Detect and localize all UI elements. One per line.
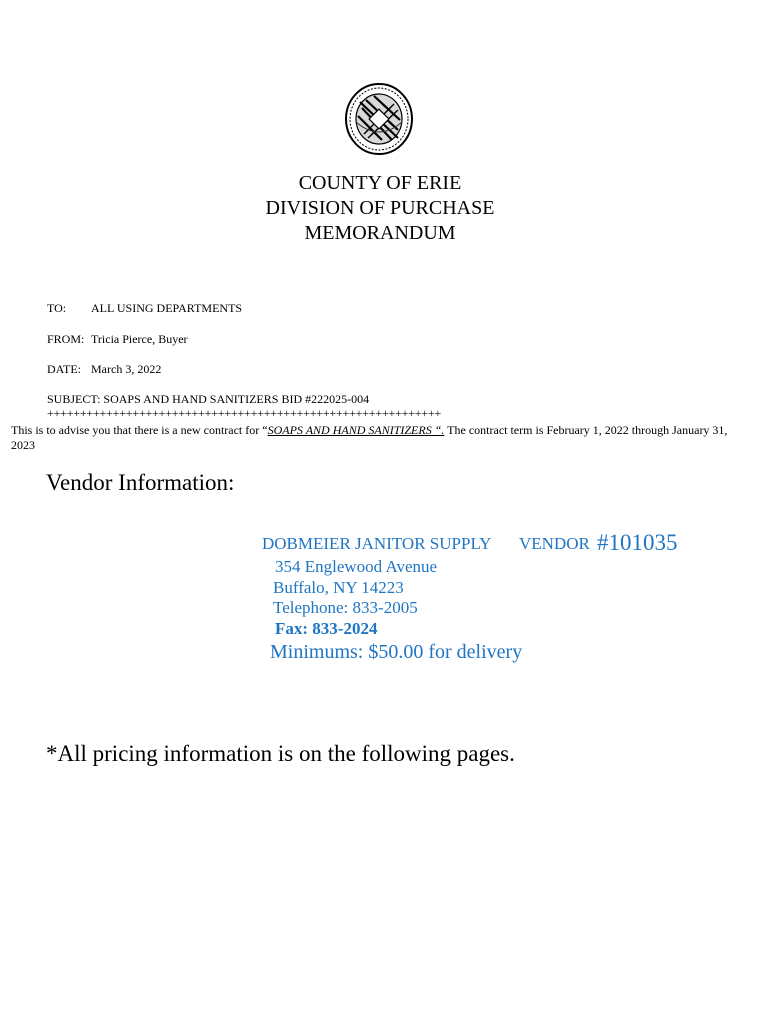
vendor-number-label: VENDOR bbox=[519, 534, 590, 553]
vendor-name: DOBMEIER JANITOR SUPPLY bbox=[262, 534, 492, 553]
vendor-fax: Fax: 833-2024 bbox=[275, 619, 378, 638]
subject-value: SOAPS AND HAND SANITIZERS BID #222025-004 bbox=[103, 392, 370, 406]
advise-prefix: This is to advise you that there is a new contract for “ bbox=[11, 423, 268, 437]
vendor-minimums: Minimums: $50.00 for delivery bbox=[270, 641, 523, 663]
vendor-address-line1: 354 Englewood Avenue bbox=[275, 557, 438, 576]
memo-date-row bbox=[47, 362, 161, 377]
contract-name: SOAPS AND HAND SANITIZERS “. bbox=[267, 423, 445, 437]
vendor-address-line2: Buffalo, NY 14223 bbox=[273, 578, 404, 597]
memo-title: MEMORANDUM bbox=[304, 222, 456, 244]
memo-from-row bbox=[47, 332, 188, 347]
to-value: ALL USING DEPARTMENTS bbox=[91, 301, 243, 315]
pricing-note: *All pricing information is on the following pages. bbox=[46, 741, 515, 766]
division-title: DIVISION OF PURCHASE bbox=[265, 197, 495, 219]
advise-suffix: The contract term is February 1, 2022 through January 31, 2023 bbox=[11, 423, 728, 452]
vendor-number: #101035 bbox=[597, 530, 678, 555]
county-seal-logo bbox=[344, 82, 414, 156]
date-label: DATE: bbox=[47, 362, 81, 376]
advise-paragraph bbox=[11, 423, 751, 453]
vendor-telephone: Telephone: 833-2005 bbox=[273, 598, 418, 617]
plus-separator: ++++++++++++++++++++++++++++++++++++++++++++++++++++++++++++ bbox=[47, 406, 442, 420]
to-label: TO: bbox=[47, 301, 67, 315]
date-value: March 3, 2022 bbox=[91, 362, 162, 376]
from-value: Tricia Pierce, Buyer bbox=[91, 332, 188, 346]
from-label: FROM: bbox=[47, 332, 85, 346]
vendor-section-title: Vendor Information: bbox=[46, 470, 235, 495]
subject-label: SUBJECT: bbox=[47, 392, 101, 406]
memo-to-row bbox=[47, 301, 242, 316]
county-title: COUNTY OF ERIE bbox=[298, 172, 462, 194]
memo-subject-row bbox=[47, 392, 369, 407]
